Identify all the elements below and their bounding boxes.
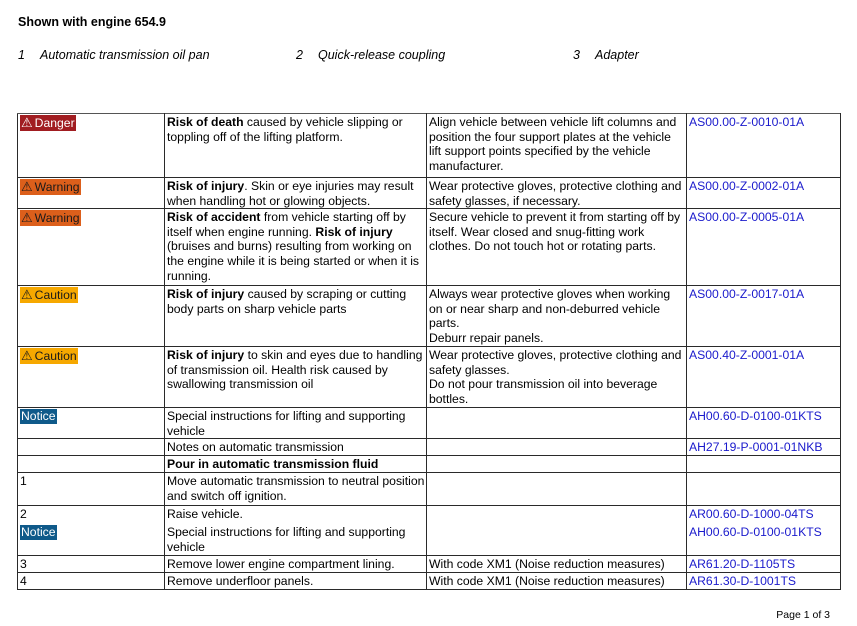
reference-link[interactable]: AH27.19-P-0001-01NKB [689, 440, 823, 455]
reference-link[interactable]: AS00.40-Z-0001-01A [689, 348, 805, 363]
measure-cell [427, 286, 687, 347]
reference-link[interactable]: AH00.60-D-0100-01KTS [689, 409, 822, 424]
risk-cell [165, 286, 427, 347]
caution-badge [20, 287, 78, 303]
figure-legend [0, 48, 857, 64]
hazard-cell [18, 347, 165, 408]
table-row [18, 439, 841, 456]
risk-text-secondary: (bruises and burns) resulting from working on the engine while it is being started or when it is running. [167, 239, 420, 283]
reference-link[interactable]: AR61.30-D-1001TS [689, 574, 797, 589]
risk-text: . Skin or eye injuries may result when handling hot or glowing objects. [167, 179, 414, 208]
warning-triangle-icon: ⚠ [21, 287, 33, 303]
measure-cell [427, 473, 687, 506]
step-number: 2 [20, 507, 27, 522]
warning-badge [20, 179, 81, 195]
table-row [18, 286, 841, 347]
measure-cell [427, 439, 687, 456]
table-row [18, 456, 841, 473]
step-number-cell [18, 506, 165, 556]
procedure-table [17, 113, 841, 590]
risk-cell [165, 347, 427, 408]
legend-label: Quick-release coupling [318, 48, 446, 62]
measure-text: Align vehicle between vehicle lift columns and position the four support plates at the vehicle lift support points specified by the vehicle manufacturer. [429, 115, 677, 173]
step-number: 1 [20, 474, 27, 489]
page-number: Page 1 of 3 [776, 609, 830, 621]
table-row [18, 178, 841, 209]
hazard-cell [18, 114, 165, 178]
table-row [18, 506, 841, 556]
reference-cell [687, 439, 841, 456]
risk-title: Risk of injury [167, 348, 245, 363]
step-number: 3 [20, 557, 27, 572]
risk-text: to skin and eyes due to handling of transmission oil. Health risk caused by swallowing transmission oil [167, 348, 423, 392]
reference-link[interactable]: AS00.00-Z-0017-01A [689, 287, 805, 302]
reference-link[interactable]: AS00.00-Z-0010-01A [689, 115, 805, 129]
notice-badge: Notice [21, 409, 56, 424]
badge-label: Warning [34, 180, 80, 194]
hazard-cell [18, 439, 165, 456]
hazard-cell [18, 178, 165, 209]
table-row [18, 556, 841, 573]
measure-cell [427, 573, 687, 590]
hazard-cell [18, 456, 165, 473]
measure-text: With code XM1 (Noise reduction measures) [429, 557, 665, 572]
measure-text: Wear protective gloves, protective clothing and safety glasses, if necessary. [429, 179, 682, 208]
legend-item [18, 48, 210, 62]
measure-text: Secure vehicle to prevent it from starting off by itself. Wear closed and snug-fitting work clothes. Do not touch hot or rotating parts. [429, 210, 681, 254]
measure-text: Wear protective gloves, protective clothing and safety glasses. [429, 348, 682, 377]
risk-text: caused by scraping or cutting body parts on sharp vehicle parts [167, 287, 407, 316]
warning-badge [20, 210, 81, 226]
legend-number: 1 [18, 48, 25, 62]
measure-text-secondary: Do not pour transmission oil into beverage bottles. [429, 377, 658, 406]
measure-cell [427, 347, 687, 408]
risk-title-secondary: Risk of injury [315, 224, 393, 239]
instruction-text: Remove underfloor panels. [167, 574, 314, 589]
section-title-cell [165, 456, 427, 473]
reference-link[interactable]: AS00.00-Z-0005-01A [689, 210, 805, 225]
badge-label: Caution [34, 288, 77, 303]
step-number-cell [18, 556, 165, 573]
caution-badge [20, 348, 78, 364]
instruction-cell [165, 439, 427, 456]
legend-number: 3 [573, 48, 580, 62]
reference-cell [687, 408, 841, 439]
table-row [18, 209, 841, 286]
measure-cell [427, 114, 687, 178]
page-heading: Shown with engine 654.9 [18, 15, 166, 29]
reference-cell [687, 506, 841, 556]
instruction-text: Notes on automatic transmission [167, 440, 344, 455]
risk-cell [165, 178, 427, 209]
reference-link[interactable]: AS00.00-Z-0002-01A [689, 179, 805, 193]
instruction-text: Raise vehicle. [167, 507, 243, 522]
measure-cell [427, 556, 687, 573]
warning-triangle-icon: ⚠ [21, 210, 33, 226]
legend-number: 2 [296, 48, 303, 62]
risk-title: Risk of accident [167, 210, 261, 225]
warning-triangle-icon: ⚠ [21, 115, 33, 130]
legend-label: Automatic transmission oil pan [40, 48, 210, 62]
risk-text: from vehicle starting off by itself when engine running. [167, 210, 406, 239]
notice-text: Special instructions for lifting and supporting vehicle [167, 524, 406, 554]
risk-title: Risk of injury [167, 179, 245, 193]
reference-cell [687, 114, 841, 178]
measure-cell [427, 408, 687, 439]
risk-cell [165, 209, 427, 286]
instruction-cell [165, 573, 427, 590]
measure-cell [427, 178, 687, 209]
instruction-cell [165, 556, 427, 573]
instruction-cell [165, 506, 427, 556]
reference-cell [687, 573, 841, 590]
instruction-cell [165, 408, 427, 439]
measure-cell [427, 456, 687, 473]
risk-title: Risk of injury [167, 287, 245, 302]
badge-label: Danger [34, 116, 75, 130]
table-row [18, 408, 841, 439]
risk-title: Risk of death [167, 115, 244, 129]
legend-item [296, 48, 445, 62]
badge-label: Caution [34, 349, 77, 364]
danger-badge [20, 115, 76, 131]
measure-cell [427, 209, 687, 286]
measure-cell [427, 506, 687, 556]
hazard-cell [18, 209, 165, 286]
legend-label: Adapter [595, 48, 639, 62]
warning-triangle-icon: ⚠ [21, 348, 33, 364]
measure-text: Always wear protective gloves when working on or near sharp and non-deburred vehicle parts. [429, 287, 671, 331]
step-number-cell [18, 473, 165, 506]
hazard-cell [18, 408, 165, 439]
table-row [18, 114, 841, 178]
reference-link[interactable]: AR00.60-D-1000-04TS [689, 507, 814, 522]
instruction-cell [165, 473, 427, 506]
hazard-cell [18, 286, 165, 347]
table-row [18, 473, 841, 506]
reference-cell [687, 209, 841, 286]
reference-link[interactable]: AH00.60-D-0100-01KTS [689, 524, 822, 539]
reference-cell [687, 456, 841, 473]
reference-cell [687, 286, 841, 347]
reference-cell [687, 473, 841, 506]
reference-cell [687, 556, 841, 573]
badge-label: Warning [34, 211, 80, 226]
table-row [18, 347, 841, 408]
step-number: 4 [20, 574, 27, 589]
reference-cell [687, 347, 841, 408]
step-number-cell [18, 573, 165, 590]
measure-text-secondary: Deburr repair panels. [429, 330, 544, 345]
legend-item [573, 48, 639, 62]
risk-cell [165, 114, 427, 178]
reference-link[interactable]: AR61.20-D-1105TS [689, 557, 796, 572]
notice-badge: Notice [21, 524, 56, 539]
measure-text: With code XM1 (Noise reduction measures) [429, 574, 665, 589]
risk-text: caused by vehicle slipping or toppling off of the lifting platform. [167, 115, 403, 144]
instruction-text: Move automatic transmission to neutral position and switch off ignition. [167, 474, 425, 503]
section-title: Pour in automatic transmission fluid [167, 457, 379, 472]
table-row [18, 573, 841, 590]
instruction-text: Special instructions for lifting and supporting vehicle [167, 409, 406, 438]
reference-cell [687, 178, 841, 209]
instruction-text: Remove lower engine compartment lining. [167, 557, 395, 572]
warning-triangle-icon: ⚠ [21, 179, 33, 194]
